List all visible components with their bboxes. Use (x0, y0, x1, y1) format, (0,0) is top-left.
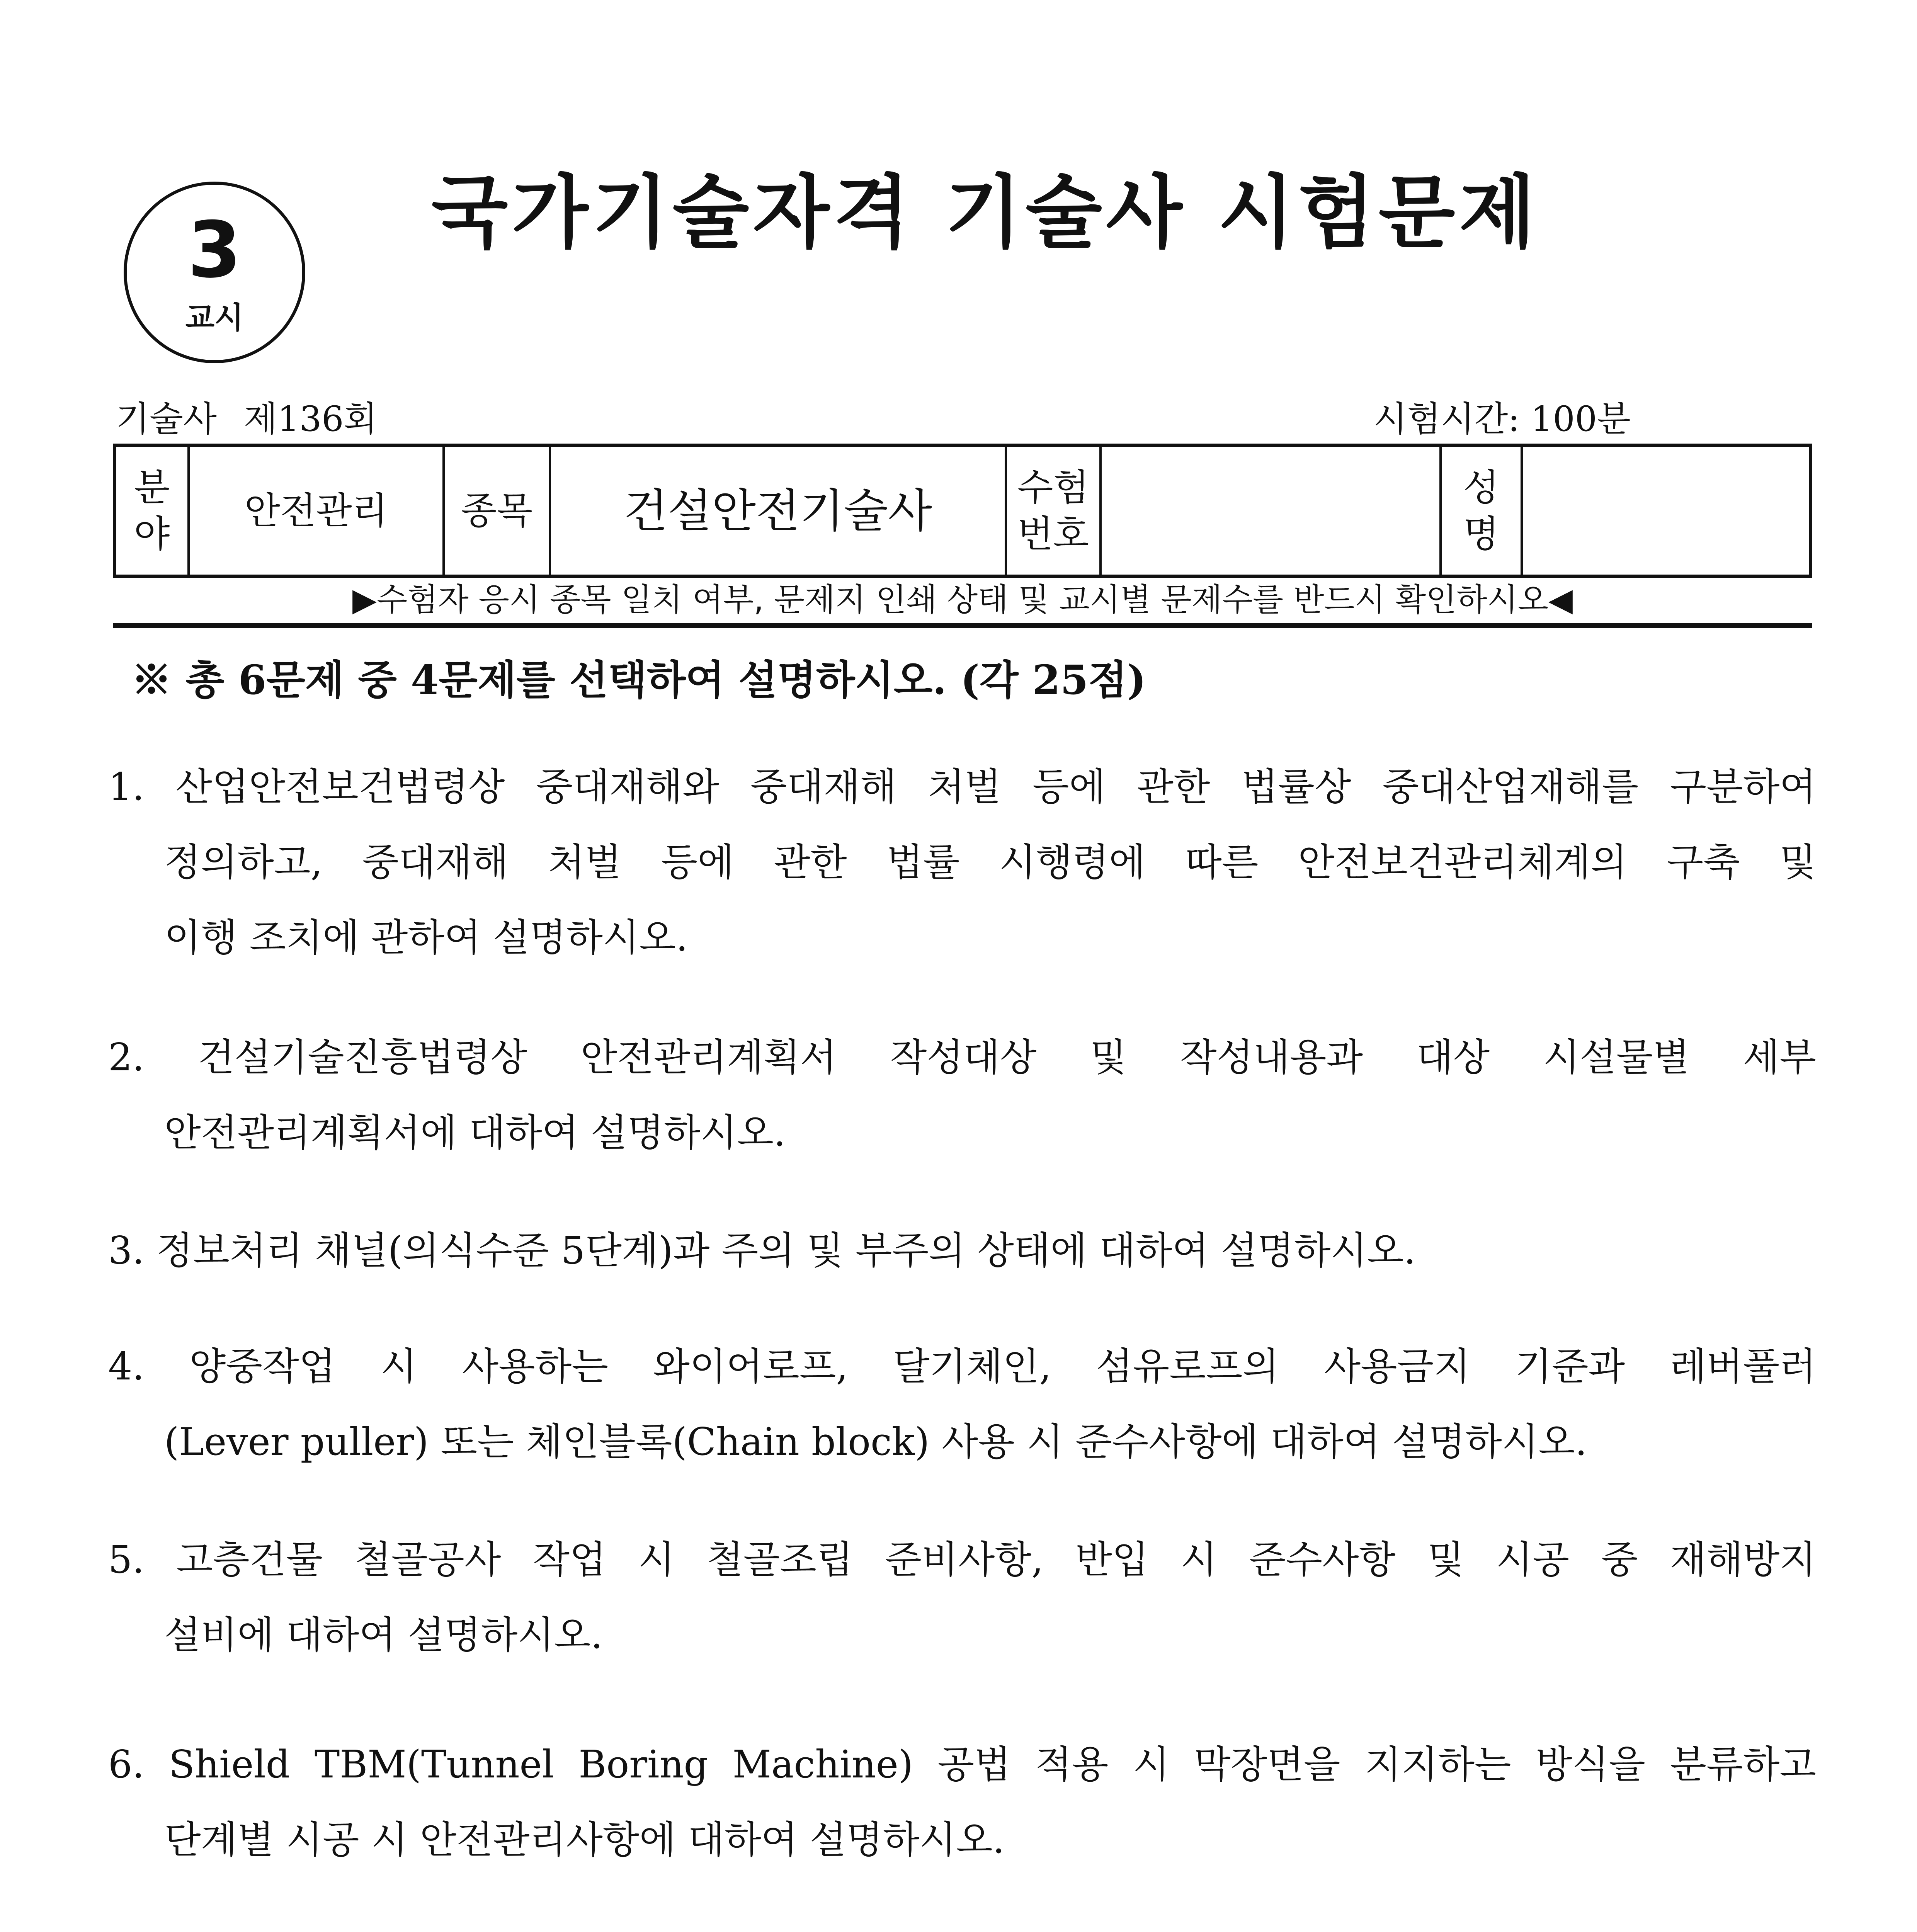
exam-round (116, 398, 378, 440)
exam-no-field[interactable] (1102, 447, 1442, 575)
item-value: 건설안전기술사 (624, 484, 932, 537)
field-label-bottom: 야 (134, 512, 170, 556)
question-line: 4. 양중작업 시 사용하는 와이어로프, 달기체인, 섬유로프의 사용금지 기준과 레버풀러 (108, 1345, 1816, 1389)
field-value: 안전관리 (244, 489, 388, 532)
field-value-cell (190, 447, 445, 575)
question-line: 정의하고, 중대재해 처벌 등에 관한 법률 시행령에 따른 안전보건관리체계의 구축 및 (164, 840, 1816, 884)
question-line: 단계별 시공 시 안전관리사항에 대하여 설명하시오. (164, 1818, 1005, 1862)
name-field[interactable] (1523, 447, 1809, 575)
question-line: (Lever puller) 또는 체인블록(Chain block) 사용 시 준수사항에 대하여 설명하시오. (164, 1420, 1587, 1464)
exam-no-label-cell (1007, 447, 1102, 575)
name-label-top: 성 (1463, 466, 1499, 509)
check-notice: ▶수험자 응시 종목 일치 여부, 문제지 인쇄 상태 및 교시별 문제수를 반드시 확인하시오◀ (352, 582, 1573, 618)
question-4 (108, 1329, 1816, 1480)
exam-info-table (113, 444, 1812, 578)
item-label-cell (445, 447, 551, 575)
question-line: 3. 정보처리 채널(의식수준 5단계)과 주의 및 부주의 상태에 대하여 설명하시오. (108, 1229, 1416, 1273)
name-label-cell (1442, 447, 1523, 575)
name-label-bottom: 명 (1463, 512, 1499, 556)
field-label-top: 분 (134, 466, 170, 509)
exam-no-label-top: 수험 (1017, 466, 1089, 509)
question-line: 6. Shield TBM(Tunnel Boring Machine) 공법 적용 시 막장면을 지지하는 방식을 분류하고 (108, 1743, 1816, 1787)
item-label: 종목 (461, 489, 533, 532)
question-2 (108, 1020, 1816, 1171)
period-number: 3 (187, 205, 242, 295)
question-line: 5. 고층건물 철골공사 작업 시 철골조립 준비사항, 반입 시 준수사항 및 시공 중 재해방지 (108, 1538, 1816, 1582)
page-title: 국가기술자격 기술사 시험문제 (431, 166, 1539, 259)
question-1 (108, 750, 1816, 976)
exam-time: 시험시간: 100분 (1373, 399, 1631, 439)
question-line: 1. 산업안전보건법령상 중대재해와 중대재해 처벌 등에 관한 법률상 중대산업재해를 구분하여 (108, 765, 1816, 809)
question-5 (108, 1522, 1816, 1673)
header-divider (113, 623, 1812, 628)
exam-no-label-bottom: 번호 (1017, 512, 1089, 556)
question-line: 설비에 대하여 설명하시오. (164, 1613, 603, 1657)
question-line: 이행 조치에 관하여 설명하시오. (164, 916, 688, 960)
question-line: 안전관리계획서에 대하여 설명하시오. (164, 1111, 786, 1155)
period-label: 교시 (185, 301, 244, 335)
field-label-cell (116, 447, 190, 575)
instruction: ※ 총 6문제 중 4문제를 선택하여 설명하시오. (각 25점) (131, 656, 1146, 704)
round-number: 제136회 (243, 399, 378, 439)
question-3 (108, 1213, 1816, 1289)
exam-type: 기술사 (116, 399, 217, 439)
period-badge (124, 182, 305, 363)
question-6 (108, 1727, 1816, 1878)
item-value-cell (551, 447, 1007, 575)
question-line: 2. 건설기술진흥법령상 안전관리계획서 작성대상 및 작성내용과 대상 시설물별 세부 (108, 1036, 1816, 1080)
